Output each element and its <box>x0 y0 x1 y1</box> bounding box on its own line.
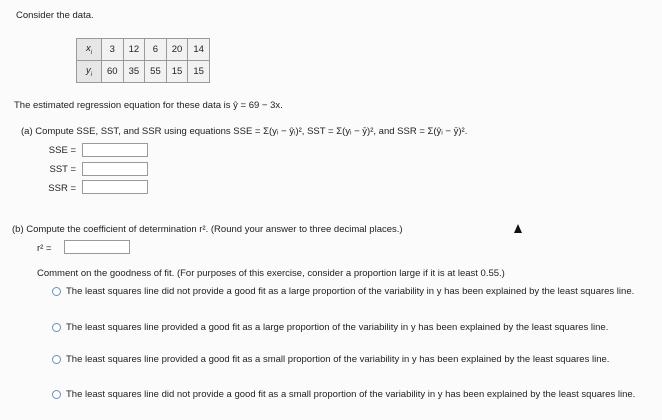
ssr-label: SSR = <box>48 183 76 194</box>
table-cell: 60 <box>102 61 124 83</box>
sst-input[interactable] <box>82 162 148 176</box>
option-1-text: The least squares line did not provide a good fit as a large proportion of the variability in y has been explained by the least squares line. <box>66 286 635 297</box>
row-header-x: $x_i$ <box>77 39 102 61</box>
part-a-prompt: (a) Compute SSE, SST, and SSR using equations SSE = Σ(yᵢ − ŷᵢ)², SST = Σ(yᵢ − ȳ)², and SSR = Σ(ŷᵢ − ȳ)². <box>21 126 468 137</box>
option-4-text: The least squares line did not provide a good fit as a small proportion of the variability in y has been explained by the least squares line. <box>66 389 636 400</box>
option-4-radio[interactable] <box>52 390 61 399</box>
option-2-radio[interactable] <box>52 323 61 332</box>
option-3-radio[interactable] <box>52 355 61 364</box>
sse-input[interactable] <box>82 143 148 157</box>
option-3-text: The least squares line provided a good fit as a small proportion of the variability in y has been explained by the least squares line. <box>66 354 610 365</box>
part-b-prompt: (b) Compute the coefficient of determination r². (Round your answer to three decimal places.) <box>12 224 403 235</box>
table-cell: 15 <box>166 61 188 83</box>
r2-input[interactable] <box>64 240 130 254</box>
table-row-x <box>77 39 210 61</box>
intro-text: Consider the data. <box>16 10 94 21</box>
row-header-y: $y_i$ <box>77 61 102 83</box>
sst-label: SST = <box>49 164 76 175</box>
regression-equation-text: The estimated regression equation for these data is ŷ = 69 − 3x. <box>14 100 283 111</box>
mouse-cursor-icon <box>514 224 522 233</box>
table-cell: 35 <box>123 61 145 83</box>
comment-prompt: Comment on the goodness of fit. (For purposes of this exercise, consider a proportion large if it is at least 0.55.) <box>37 268 505 279</box>
ssr-input[interactable] <box>82 180 148 194</box>
sse-label: SSE = <box>48 145 76 156</box>
data-table <box>76 38 210 83</box>
table-row-y <box>77 61 210 83</box>
table-cell: 3 <box>102 39 124 61</box>
table-cell: 55 <box>145 61 167 83</box>
option-1-radio[interactable] <box>52 287 61 296</box>
table-cell: 15 <box>188 61 210 83</box>
table-cell: 20 <box>166 39 188 61</box>
table-cell: 6 <box>145 39 167 61</box>
r2-label: r² = <box>37 243 52 254</box>
option-2-text: The least squares line provided a good fit as a large proportion of the variability in y has been explained by the least squares line. <box>66 322 609 333</box>
table-cell: 12 <box>123 39 145 61</box>
table-cell: 14 <box>188 39 210 61</box>
